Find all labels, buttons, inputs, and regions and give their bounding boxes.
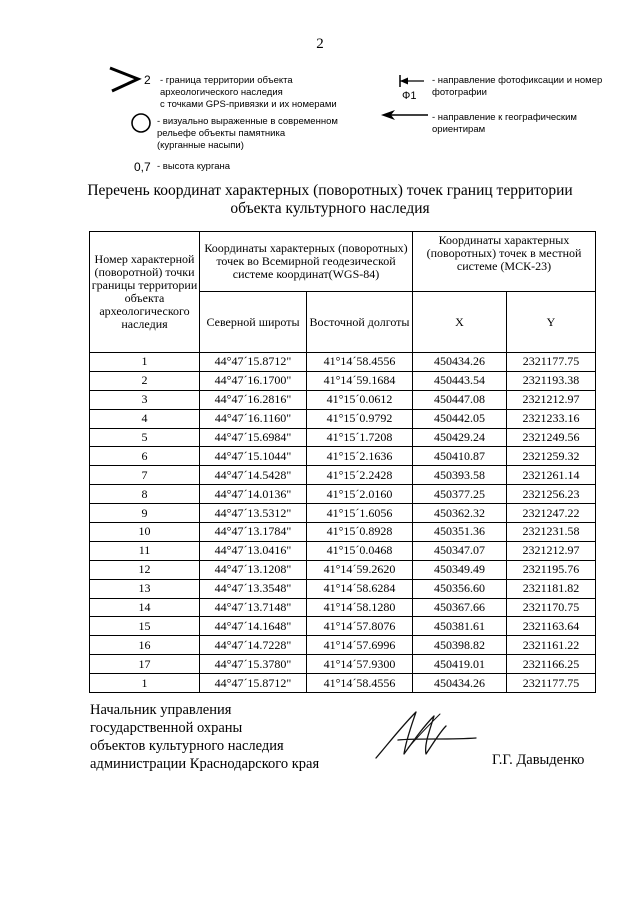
cell-point-number: 15: [90, 617, 200, 636]
cell-north-latitude: 44°47´16.1700": [200, 371, 307, 390]
table-row: [90, 466, 596, 485]
table-row: [90, 409, 596, 428]
cell-east-longitude: 41°15´0.0468: [307, 541, 413, 560]
cell-east-longitude: 41°14´57.8076: [307, 617, 413, 636]
cell-north-latitude: 44°47´16.1160": [200, 409, 307, 428]
cell-east-longitude: 41°14´58.4556: [307, 674, 413, 693]
cell-y: 2321259.32: [507, 447, 596, 466]
cell-east-longitude: 41°15´0.9792: [307, 409, 413, 428]
boundary-angle-icon: [108, 64, 144, 94]
table-row: [90, 428, 596, 447]
header-x: X: [413, 292, 507, 353]
table-row: [90, 636, 596, 655]
orientation-arrow-icon: [380, 108, 430, 122]
cell-east-longitude: 41°15´1.7208: [307, 428, 413, 447]
cell-point-number: 1: [90, 674, 200, 693]
cell-point-number: 11: [90, 541, 200, 560]
legend-orientation-text: - направление к географическим ориентирам: [432, 112, 577, 135]
legend-height-text: - высота кургана: [157, 161, 231, 172]
cell-point-number: 7: [90, 466, 200, 485]
cell-y: 2321261.14: [507, 466, 596, 485]
cell-x: 450377.25: [413, 485, 507, 504]
header-east-longitude: Восточной долготы: [307, 292, 413, 353]
cell-point-number: 5: [90, 428, 200, 447]
cell-north-latitude: 44°47´13.0416": [200, 541, 307, 560]
legend-photo-text: - направление фотофиксации и номер фотографии: [432, 75, 603, 98]
cell-x: 450398.82: [413, 636, 507, 655]
cell-east-longitude: 41°15´0.8928: [307, 523, 413, 542]
mound-circle-icon: [130, 112, 154, 136]
cell-north-latitude: 44°47´15.8712": [200, 674, 307, 693]
cell-east-longitude: 41°14´57.9300: [307, 655, 413, 674]
table-row: [90, 579, 596, 598]
cell-y: 2321247.22: [507, 504, 596, 523]
table-row: [90, 447, 596, 466]
header-point-number: Номер характерной (поворотной) точки границы территории объекта археологического наследия: [90, 232, 200, 353]
cell-x: 450381.61: [413, 617, 507, 636]
cell-x: 450347.07: [413, 541, 507, 560]
header-y: Y: [507, 292, 596, 353]
cell-x: 450434.26: [413, 674, 507, 693]
table-row: [90, 504, 596, 523]
table-row: [90, 523, 596, 542]
header-north-latitude: Северной широты: [200, 292, 307, 353]
cell-north-latitude: 44°47´15.8712": [200, 353, 307, 372]
table-row: [90, 617, 596, 636]
cell-point-number: 8: [90, 485, 200, 504]
legend-mound-text: - визуально выраженные в современном рельефе объекты памятника (курганные насыпи): [157, 116, 338, 151]
cell-x: 450447.08: [413, 390, 507, 409]
cell-x: 450419.01: [413, 655, 507, 674]
cell-y: 2321249.56: [507, 428, 596, 447]
cell-point-number: 4: [90, 409, 200, 428]
cell-east-longitude: 41°15´2.1636: [307, 447, 413, 466]
table-row: [90, 541, 596, 560]
cell-point-number: 1: [90, 353, 200, 372]
cell-north-latitude: 44°47´13.7148": [200, 598, 307, 617]
cell-point-number: 17: [90, 655, 200, 674]
table-row: [90, 655, 596, 674]
cell-x: 450442.05: [413, 409, 507, 428]
legend-boundary-text: - граница территории объекта археологического наследия с точками GPS-привязки и их номерами: [160, 75, 337, 110]
cell-east-longitude: 41°14´58.1280: [307, 598, 413, 617]
cell-y: 2321181.82: [507, 579, 596, 598]
cell-point-number: 9: [90, 504, 200, 523]
cell-x: 450429.24: [413, 428, 507, 447]
cell-north-latitude: 44°47´13.5312": [200, 504, 307, 523]
cell-y: 2321195.76: [507, 560, 596, 579]
table-row: [90, 560, 596, 579]
cell-east-longitude: 41°14´59.2620: [307, 560, 413, 579]
cell-point-number: 2: [90, 371, 200, 390]
header-msk23: Координаты характерных (поворотных) точек в местной системе (МСК-23): [413, 232, 596, 292]
cell-y: 2321231.58: [507, 523, 596, 542]
cell-x: 450349.49: [413, 560, 507, 579]
cell-x: 450367.66: [413, 598, 507, 617]
cell-east-longitude: 41°15´2.2428: [307, 466, 413, 485]
cell-x: 450356.60: [413, 579, 507, 598]
cell-north-latitude: 44°47´13.1208": [200, 560, 307, 579]
cell-y: 2321166.25: [507, 655, 596, 674]
signature-block: Начальник управления государственной охраны объектов культурного наследия администрации Краснодарского края: [90, 702, 320, 772]
page-number: 2: [316, 36, 324, 52]
legend-height-value: 0,7: [134, 160, 151, 174]
cell-east-longitude: 41°15´0.0612: [307, 390, 413, 409]
table-row: [90, 485, 596, 504]
cell-x: 450443.54: [413, 371, 507, 390]
cell-north-latitude: 44°47´14.0136": [200, 485, 307, 504]
cell-point-number: 16: [90, 636, 200, 655]
table-row: [90, 371, 596, 390]
cell-east-longitude: 41°14´57.6996: [307, 636, 413, 655]
cell-point-number: 12: [90, 560, 200, 579]
cell-north-latitude: 44°47´13.3548": [200, 579, 307, 598]
cell-north-latitude: 44°47´14.7228": [200, 636, 307, 655]
cell-x: 450362.32: [413, 504, 507, 523]
cell-y: 2321256.23: [507, 485, 596, 504]
cell-y: 2321170.75: [507, 598, 596, 617]
cell-north-latitude: 44°47´15.3780": [200, 655, 307, 674]
cell-point-number: 6: [90, 447, 200, 466]
cell-east-longitude: 41°15´2.0160: [307, 485, 413, 504]
cell-north-latitude: 44°47´14.1648": [200, 617, 307, 636]
cell-point-number: 3: [90, 390, 200, 409]
cell-point-number: 13: [90, 579, 200, 598]
cell-north-latitude: 44°47´15.6984": [200, 428, 307, 447]
cell-y: 2321212.97: [507, 541, 596, 560]
cell-y: 2321233.16: [507, 409, 596, 428]
table-row: [90, 390, 596, 409]
cell-east-longitude: 41°15´1.6056: [307, 504, 413, 523]
table-row: [90, 598, 596, 617]
handwritten-signature: [368, 704, 480, 766]
header-wgs84: Координаты характерных (поворотных) точек во Всемирной геодезической системе координат(WGS-84): [200, 232, 413, 292]
table-row: [90, 674, 596, 693]
cell-east-longitude: 41°14´58.4556: [307, 353, 413, 372]
table-row: [90, 353, 596, 372]
cell-y: 2321163.64: [507, 617, 596, 636]
cell-north-latitude: 44°47´13.1784": [200, 523, 307, 542]
cell-north-latitude: 44°47´16.2816": [200, 390, 307, 409]
signer-name: Г.Г. Давыденко: [492, 752, 585, 768]
document-title: Перечень координат характерных (поворотных) точек границ территории объекта культурного наследия: [87, 182, 573, 217]
coordinates-table: [89, 231, 596, 693]
cell-x: 450410.87: [413, 447, 507, 466]
cell-north-latitude: 44°47´15.1044": [200, 447, 307, 466]
legend-photo-label: Ф1: [402, 90, 417, 102]
cell-y: 2321212.97: [507, 390, 596, 409]
cell-y: 2321193.38: [507, 371, 596, 390]
boundary-point-number: 2: [144, 73, 151, 87]
cell-y: 2321177.75: [507, 353, 596, 372]
photo-direction-icon: [398, 74, 428, 88]
cell-east-longitude: 41°14´58.6284: [307, 579, 413, 598]
cell-x: 450351.36: [413, 523, 507, 542]
cell-point-number: 14: [90, 598, 200, 617]
cell-x: 450393.58: [413, 466, 507, 485]
cell-north-latitude: 44°47´14.5428": [200, 466, 307, 485]
cell-x: 450434.26: [413, 353, 507, 372]
cell-east-longitude: 41°14´59.1684: [307, 371, 413, 390]
cell-y: 2321177.75: [507, 674, 596, 693]
cell-y: 2321161.22: [507, 636, 596, 655]
cell-point-number: 10: [90, 523, 200, 542]
